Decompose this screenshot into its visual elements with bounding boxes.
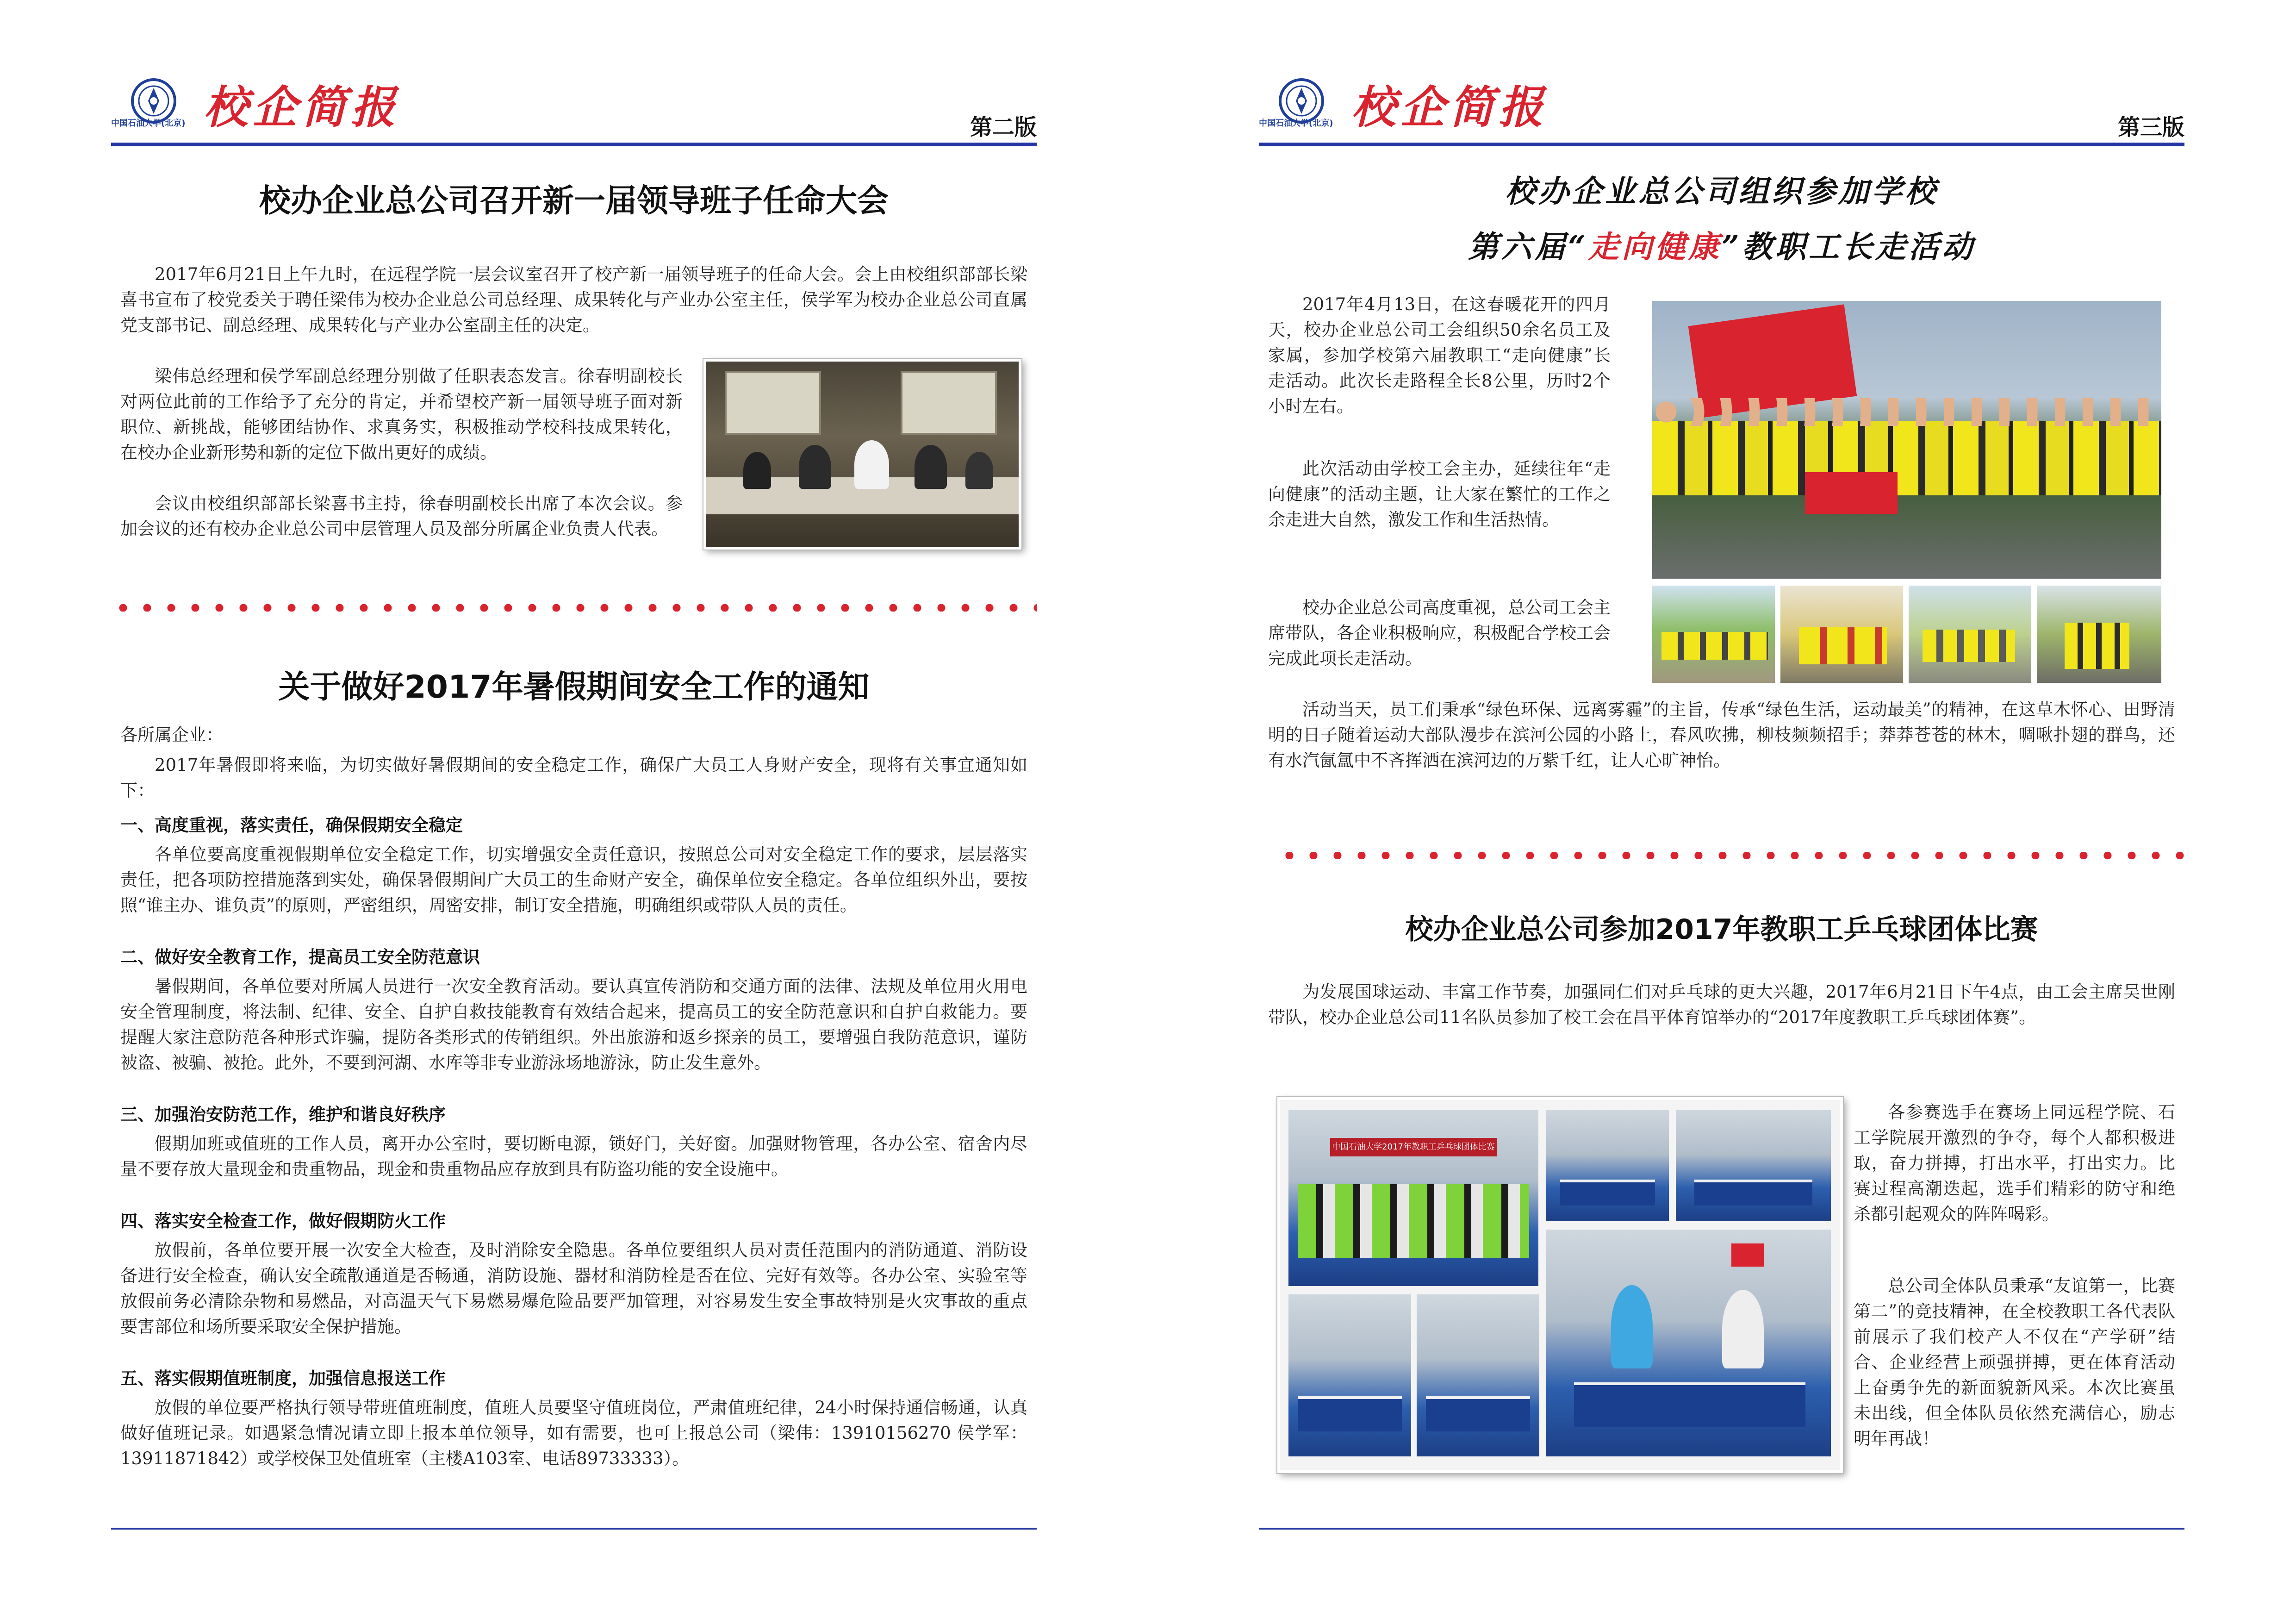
article2-title: 关于做好2017年暑假期间安全工作的通知 — [278, 669, 870, 706]
logo-caption: 中国石油大学(北京) — [111, 119, 186, 128]
section-heading: 五、落实假期值班制度，加强信息报送工作 — [120, 1368, 446, 1388]
section-heading: 一、高度重视，落实责任，确保假期安全稳定 — [120, 815, 463, 835]
match-photo — [1546, 1230, 1831, 1456]
ping-pong-table-icon — [1694, 1180, 1812, 1206]
article3-paragraph: 活动当天，员工们秉承“绿色环保、远离雾霾”的主旨，传承“绿色生活，运动最美”的精神，在这草木怀心、田野清明的日子随着运动大部队漫步在滨河公园的小路上，春风吹拂，柳枝频频招手；莽莽苍苍的林木，啁啾扑翅的群鸟，还有水汽氤氲中不吝挥洒在滨河边的万紫千红，让人心旷神怡。 — [1268, 700, 2175, 770]
article3-title-line1: 校办企业总公司组织参加学校 — [1505, 173, 1938, 209]
article1-paragraph: 会议由校组织部部长梁喜书主持，徐春明副校长出席了本次会议。参加会议的还有校办企业总公司中层管理人员及部分所属企业负责人代表。 — [120, 493, 683, 539]
salutation: 各所属企业： — [120, 725, 223, 745]
photo-element — [743, 452, 771, 489]
photo-element — [854, 440, 889, 489]
edition-label: 第三版 — [2117, 114, 2184, 140]
section-heading: 三、加强治安防范工作，维护和谐良好秩序 — [120, 1105, 446, 1124]
footer-rule — [111, 1528, 1037, 1530]
article1-title: 校办企业总公司召开新一届领导班子任命大会 — [259, 183, 889, 219]
photo-element — [1805, 472, 1898, 514]
article4-paragraph: 各参赛选手在赛场上同远程学院、石工学院展开激烈的争夺，每个人都积极进取，奋力拼搏，打出水平，打出实力。比赛过程高潮迭起，选手们精彩的防守和绝杀都引起观众的阵阵喝彩。 — [1854, 1102, 2175, 1224]
photo-element — [1661, 632, 1768, 660]
match-photo — [1676, 1110, 1831, 1221]
photo-element — [725, 371, 821, 435]
match-photo — [1417, 1294, 1539, 1456]
article4-paragraph: 为发展国球运动、丰富工作节奏，加强同仁们对乒乓球的更大兴趣，2017年6月21日下午4点，由工会主席吴世刚带队，校办企业总公司11名队员参加了校工会在昌平体育馆举办的“2017年度教职工乒乓球团体赛”。 — [1268, 982, 2175, 1027]
dotted-divider — [111, 604, 1037, 612]
logo-caption: 中国石油大学(北京) — [1259, 119, 1333, 128]
walk-photo — [1780, 586, 1903, 683]
photo-element — [1611, 1285, 1653, 1368]
photo-element — [2065, 623, 2129, 669]
section-body: 各单位要高度重视假期单位安全稳定工作，切实增强安全责任意识，按照总公司对安全稳定工作的要求，层层落实责任，把各项防控措施落到实处，确保暑假期间广大员工的生命财产安全，确保单位安全稳定。各单位组织外出，要按照“谁主办、谁负责”的原则，严密组织，周密安排，制订安全措施，明确组织或带队人员的责任。 — [120, 844, 1027, 915]
section-body: 放假前，各单位要开展一次安全大检查，及时消除安全隐患。各单位要组织人员对责任范围内的消防通道、消防设备进行安全检查，确认安全疏散通道是否畅通，消防设施、器材和消防栓是否在位、完好有效等。各办公室、实验室等放假前务必清除杂物和易燃品，对高温天气下易燃易爆危险品要严加管理，对容易发生安全事故特别是火灾事故的重点要害部位和场所要采取安全保护措施。 — [120, 1240, 1027, 1337]
photo-element — [965, 452, 993, 489]
bulletin-title: 校企简报 — [1351, 81, 1548, 133]
ping-pong-table-icon — [1574, 1382, 1805, 1427]
photo-element — [1652, 398, 2161, 426]
match-photo — [1288, 1294, 1411, 1456]
ping-pong-table-icon — [1298, 1396, 1402, 1431]
article1-paragraph: 2017年6月21日上午九时，在远程学院一层会议室召开了校产新一届领导班子的任命大会。会上由校组织部部长梁喜书宣布了校党委关于聘任梁伟为校办企业总公司总经理、成果转化与产业办公室主任，侯学军为校办企业总公司直属党支部书记、副总经理、成果转化与产业办公室副主任的决定。 — [120, 264, 1027, 335]
article4-title: 校办企业总公司参加2017年教职工乒乓球团体比赛 — [1405, 913, 2038, 946]
photo-element — [1799, 627, 1887, 664]
bulletin-title: 校企简报 — [204, 81, 400, 133]
table-tennis-collage — [1277, 1097, 1843, 1473]
article3-paragraph: 2017年4月13日，在这春暖花开的四月天，校办企业总公司工会组织50余名员工及家属，参加学校第六届教职工“走向健康”长走活动。此次长走路程全长8公里，历时2个小时左右。 — [1268, 294, 1611, 416]
page-3 — [1148, 0, 2296, 1624]
page-header — [1259, 69, 2184, 146]
photo-element — [1731, 1243, 1764, 1267]
edition-label: 第二版 — [970, 114, 1037, 140]
match-photo — [1546, 1110, 1669, 1221]
article3-paragraph: 此次活动由学校工会主办，延续往年“走向健康”的活动主题，让大家在繁忙的工作之余走进大自然，激发工作和生活热情。 — [1268, 459, 1611, 530]
photo-element — [799, 445, 831, 489]
title-text: 第六届“ — [1468, 229, 1588, 265]
meeting-photo — [703, 359, 1021, 550]
photo-element — [1722, 1290, 1764, 1368]
title-text: ”教职工长走活动 — [1722, 229, 1975, 265]
team-photo — [1288, 1110, 1538, 1286]
photo-element — [1923, 630, 2015, 662]
article4-paragraph: 总公司全体队员秉承“友谊第一，比赛第二”的竞技精神，在全校教职工各代表队前展示了我们校产人不仅在“产学研”结合、企业经营上顽强拼搏，更在体育活动上奋勇争先的新面貌新风采。本次比赛虽未出线，但全体队员依然充满信心，励志明年再战！ — [1854, 1276, 2175, 1449]
photo-element — [1652, 421, 2161, 495]
header-rule — [1259, 143, 2184, 146]
footer-rule — [1259, 1528, 2184, 1530]
section-heading: 二、做好安全教育工作，提高员工安全防范意识 — [120, 947, 480, 967]
notice-intro: 2017年暑假即将来临，为切实做好暑假期间的安全稳定工作，确保广大员工人身财产安全，现将有关事宜通知如下： — [120, 755, 1027, 800]
dotted-divider — [1277, 852, 2184, 859]
article3-title-line2 — [1259, 222, 2184, 266]
photo-element — [1298, 1184, 1529, 1258]
ping-pong-table-icon — [1560, 1180, 1655, 1206]
tournament-banner: 中国石油大学2017年教职工乒乓球团体比赛 — [1330, 1138, 1497, 1156]
walk-photo — [1909, 586, 2031, 683]
article1-paragraph: 梁伟总经理和侯学军副总经理分别做了任职表态发言。徐春明副校长对两位此前的工作给予了充分的肯定，并希望校产新一届领导班子面对新职位、新挑战，能够团结协作、求真务实，积极推动学校科技成果转化，在校办企业新形势和新的定位下做出更好的成绩。 — [120, 366, 683, 462]
photo-element — [901, 371, 997, 435]
ping-pong-table-icon — [1426, 1396, 1530, 1431]
article3-paragraph: 校办企业总公司高度重视，总公司工会主席带队，各企业积极响应，积极配合学校工会完成此项长走活动。 — [1268, 598, 1611, 668]
title-highlight: 走向健康 — [1588, 229, 1722, 265]
photo-element — [915, 445, 947, 489]
walk-photo — [2037, 586, 2161, 683]
section-body: 放假的单位要严格执行领导带班值班制度，值班人员要坚守值班岗位，严肃值班纪律，24小时保持通信畅通，认真做好值班记录。如遇紧急情况请立即上报本单位领导，如有需要，也可上报总公司（梁伟：13910156270 侯学军：13911871842）或学校保卫处值班室（主楼A103室、电话89733333）。 — [120, 1398, 1027, 1468]
page-header — [111, 69, 1037, 146]
section-body: 假期加班或值班的工作人员，离开办公室时，要切断电源，锁好门，关好窗。加强财物管理，各办公室、宿舍内尽量不要存放大量现金和贵重物品，现金和贵重物品应存放到具有防盗功能的安全设施中。 — [120, 1134, 1027, 1179]
section-body: 暑假期间，各单位要对所属人员进行一次安全教育活动。要认真宣传消防和交通方面的法律、法规及单位用火用电安全管理制度，将法制、纪律、安全、自护自救技能教育有效结合起来，提高员工的安全防范意识和自护自救能力。要提醒大家注意防范各种形式诈骗，提防各类形式的传销组织。外出旅游和返乡探亲的员工，要增强自我防范意识，谨防被盗、被骗、被抢。此外，不要到河湖、水库等非专业游泳场地游泳，防止发生意外。 — [120, 976, 1027, 1073]
section-heading: 四、落实安全检查工作，做好假期防火工作 — [120, 1211, 446, 1231]
header-rule — [111, 143, 1037, 146]
group-photo — [1652, 301, 2161, 579]
walk-photo — [1652, 586, 1775, 683]
